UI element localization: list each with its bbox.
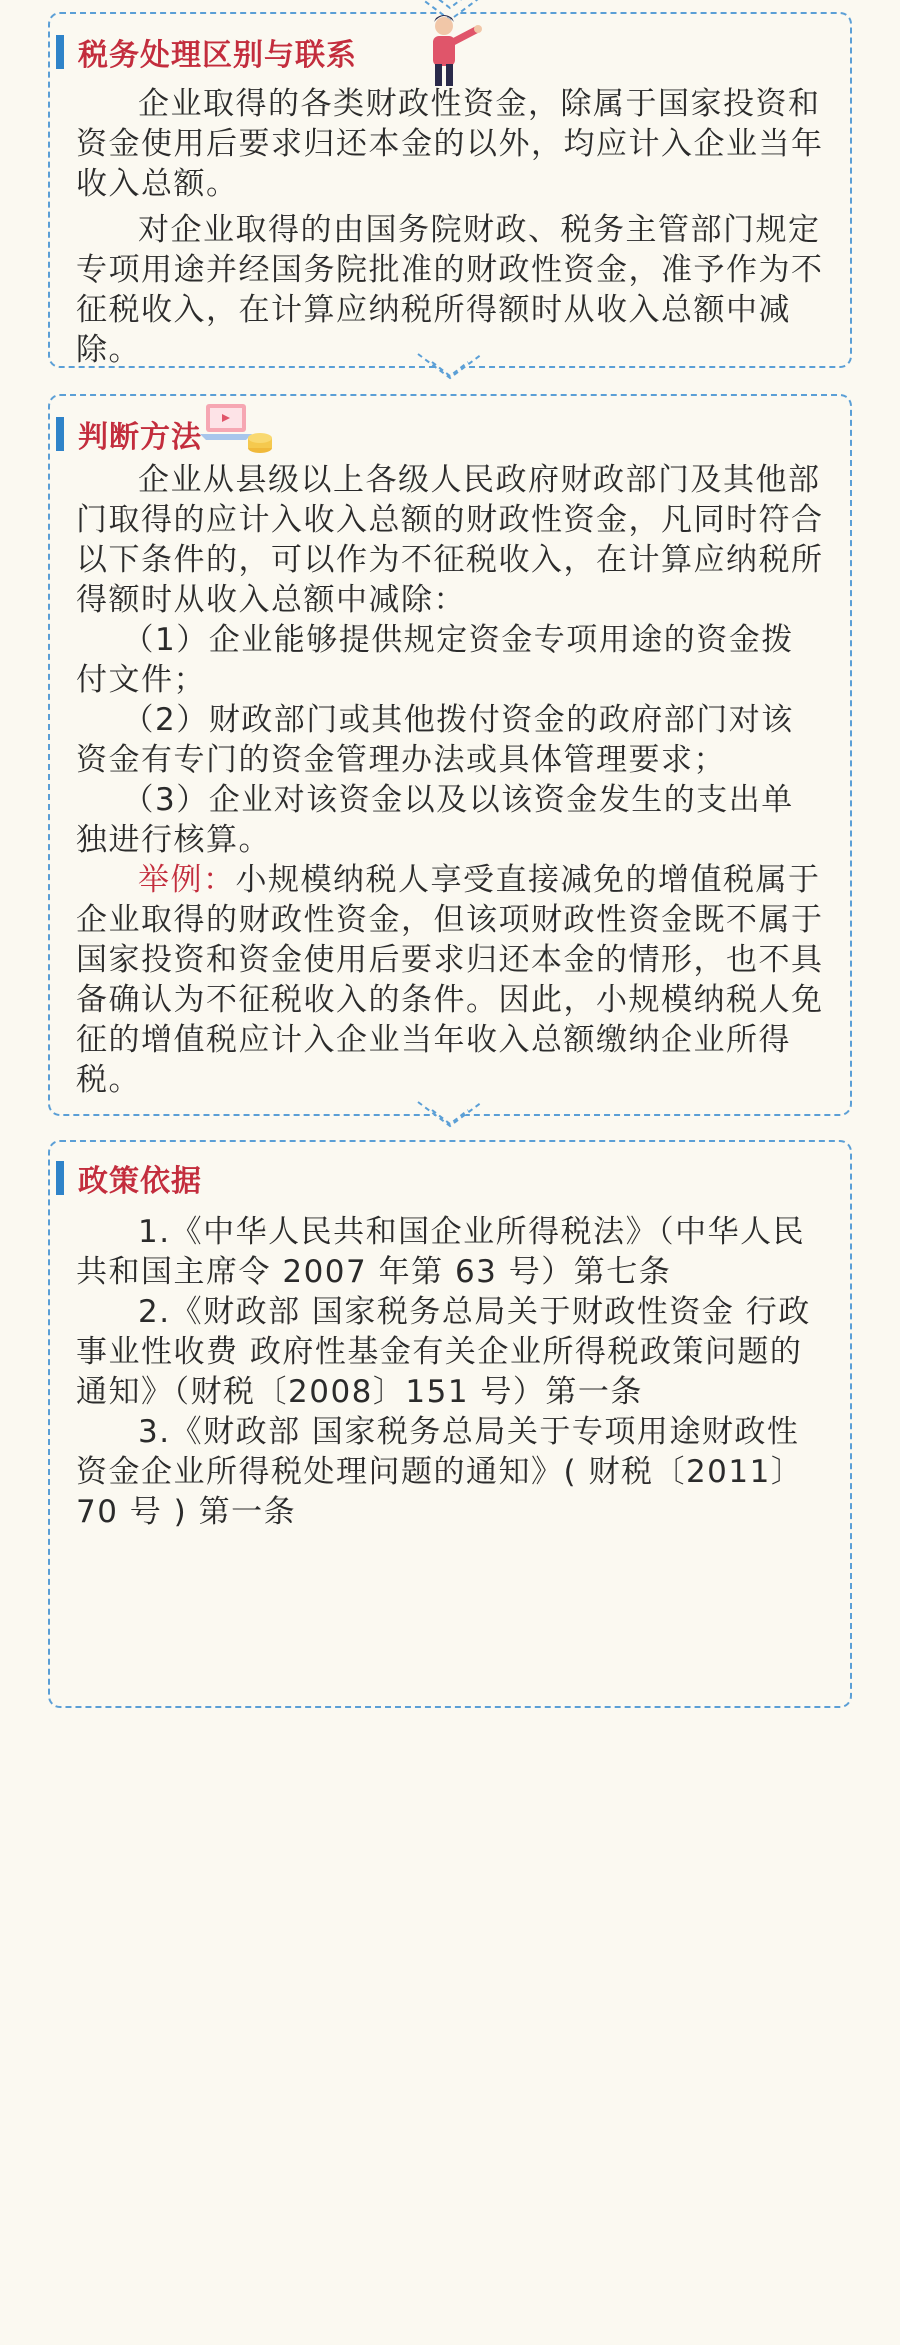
section-card-method — [48, 394, 852, 1116]
section-title: 税务处理区别与联系 — [78, 38, 357, 73]
policy-item: 3.《财政部 国家税务总局关于专项用途财政性资金企业所得税处理问题的通知》( 财税〔2011〕70 号 ) 第一条 — [76, 1414, 804, 1530]
policy-item: 1.《中华人民共和国企业所得税法》（中华人民共和国主席令 2007 年第 63 号）第七条 — [76, 1214, 806, 1290]
paragraph: 对企业取得的由国务院财政、税务主管部门规定专项用途并经国务院批准的财政性资金，准予作为不征税收入，在计算应纳税所得额时从收入总额中减除。 — [76, 212, 824, 368]
section-card-policy — [48, 1140, 852, 1708]
section-heading — [56, 414, 202, 454]
notch-bottom-icon — [410, 352, 490, 392]
example-paragraph — [76, 860, 824, 1100]
section-body — [76, 84, 824, 370]
example-label: 举例： — [138, 862, 236, 898]
notch-bottom-icon — [410, 1100, 490, 1140]
laptop-coins-icon — [200, 400, 280, 460]
condition-item: （2）财政部门或其他拨付资金的政府部门对该资金有专门的资金管理办法或具体管理要求； — [76, 702, 794, 778]
heading-bar — [56, 1161, 64, 1195]
intro-paragraph: 企业从县级以上各级人民政府财政部门及其他部门取得的应计入收入总额的财政性资金，凡同时符合以下条件的，可以作为不征税收入，在计算应纳税所得额时从收入总额中减除： — [76, 462, 824, 618]
section-heading — [56, 1158, 202, 1198]
paragraph: 企业取得的各类财政性资金，除属于国家投资和资金使用后要求归还本金的以外，均应计入企业当年收入总额。 — [76, 86, 824, 202]
pointing-person-icon — [420, 12, 490, 92]
section-title: 政策依据 — [78, 1164, 202, 1199]
section-body — [76, 460, 824, 1100]
section-body — [76, 1212, 824, 1532]
heading-bar — [56, 417, 64, 451]
policy-item: 2.《财政部 国家税务总局关于财政性资金 行政事业性收费 政府性基金有关企业所得税政策问题的通知》（财税〔2008〕151 号）第一条 — [76, 1294, 811, 1410]
section-heading — [56, 32, 357, 72]
condition-item: （1）企业能够提供规定资金专项用途的资金拨付文件； — [76, 622, 794, 698]
heading-bar — [56, 35, 64, 69]
section-card-difference — [48, 12, 852, 368]
condition-item: （3）企业对该资金以及以该资金发生的支出单独进行核算。 — [76, 782, 794, 858]
example-text: 小规模纳税人享受直接减免的增值税属于企业取得的财政性资金，但该项财政性资金既不属于国家投资和资金使用后要求归还本金的情形，也不具备确认为不征税收入的条件。因此，小规模纳税人免征的增值税应计入企业当年收入总额缴纳企业所得税。 — [76, 862, 824, 1098]
section-title: 判断方法 — [78, 420, 202, 455]
